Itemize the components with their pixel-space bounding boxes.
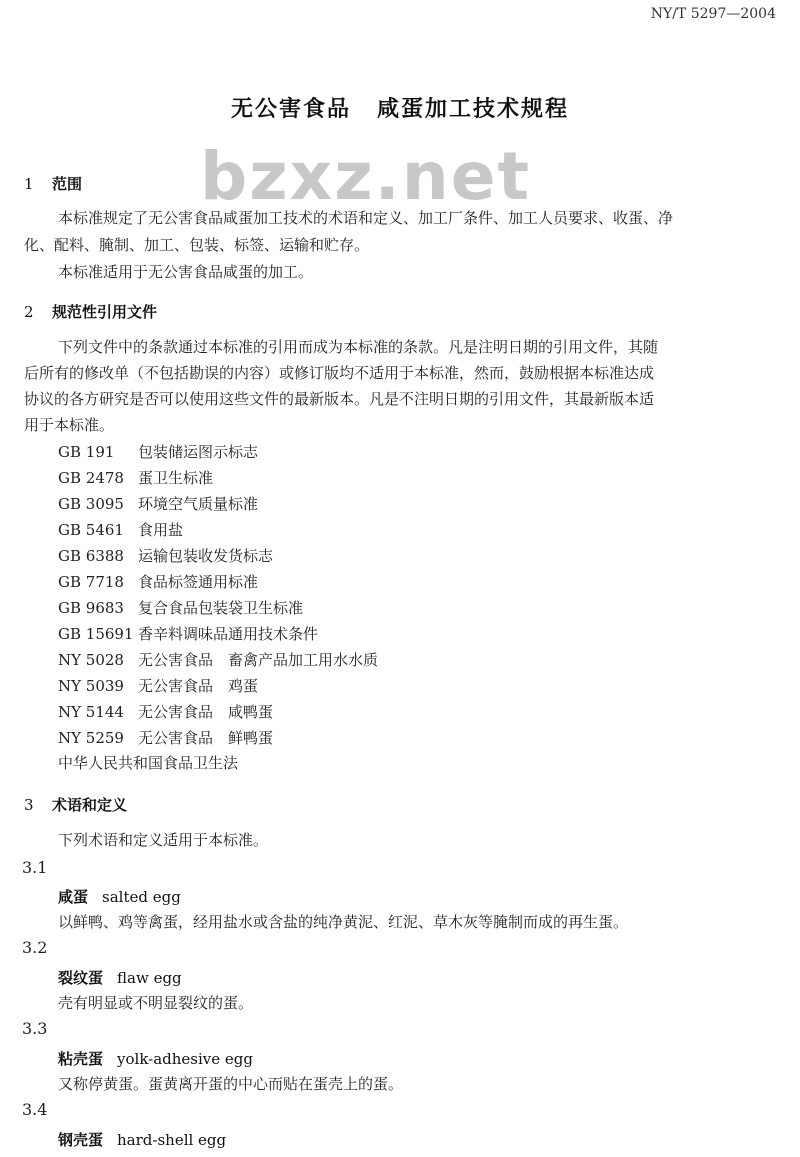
section-2-title: 规范性引用文件: [52, 303, 158, 321]
reference-title: 无公害食品 畜禽产品加工用水水质: [138, 651, 379, 669]
section-3-heading: [24, 794, 127, 815]
reference-item: [58, 441, 258, 462]
reference-item: [58, 701, 273, 722]
section-1-number: 1: [24, 175, 34, 193]
reference-code: GB 15691: [58, 625, 134, 643]
reference-title: 包装储运图示标志: [138, 443, 259, 461]
reference-title: 复合食品包装袋卫生标准: [138, 599, 304, 617]
food-hygiene-law-reference: 中华人民共和国食品卫生法: [58, 754, 239, 772]
reference-item: [58, 493, 258, 514]
term-number: 3.4: [22, 1100, 48, 1119]
term-chinese: 咸蛋: [58, 888, 89, 906]
title-part-1: 无公害食品: [230, 96, 351, 122]
reference-code: GB 6388: [58, 547, 124, 565]
section-1-heading: [24, 173, 82, 194]
reference-item: [58, 519, 183, 540]
term-definition: 以鲜鸭、鸡等禽蛋，经用盐水或含盐的纯净黄泥、红泥、草木灰等腌制而成的再生蛋。: [58, 913, 629, 931]
reference-code: GB 7718: [58, 573, 124, 591]
term-english: yolk-adhesive egg: [117, 1050, 253, 1068]
section-2-para-line: 用于本标准。: [24, 416, 115, 434]
term-heading: [58, 886, 181, 907]
term-english: flaw egg: [117, 969, 182, 987]
term-english: salted egg: [102, 888, 181, 906]
reference-code: GB 3095: [58, 495, 124, 513]
reference-title: 食用盐: [138, 521, 184, 539]
section-3-intro: 下列术语和定义适用于本标准。: [58, 831, 269, 849]
document-title: [0, 92, 800, 123]
reference-item: [58, 467, 213, 488]
reference-item: [58, 675, 258, 696]
reference-item: [58, 649, 378, 670]
reference-code: NY 5144: [58, 703, 124, 721]
reference-item: [58, 571, 258, 592]
reference-code: GB 2478: [58, 469, 124, 487]
term-chinese: 裂纹蛋: [58, 969, 104, 987]
section-2-para-line: 协议的各方研究是否可以使用这些文件的最新版本。凡是不注明日期的引用文件，其最新版本适: [24, 390, 655, 408]
reference-code: GB 191: [58, 443, 115, 461]
section-2-para-line: 下列文件中的条款通过本标准的引用而成为本标准的条款。凡是注明日期的引用文件，其随: [58, 338, 659, 356]
section-2-number: 2: [24, 303, 34, 321]
reference-item: [58, 727, 273, 748]
reference-code: NY 5039: [58, 677, 124, 695]
reference-title: 蛋卫生标准: [138, 469, 214, 487]
reference-title: 无公害食品 鸡蛋: [138, 677, 259, 695]
section-3-title: 术语和定义: [52, 796, 128, 814]
reference-item: [58, 597, 303, 618]
reference-code: NY 5028: [58, 651, 124, 669]
term-number: 3.2: [22, 938, 48, 957]
title-part-2: 咸蛋加工技术规程: [377, 96, 570, 122]
term-heading: [58, 1129, 226, 1150]
section-3-number: 3: [24, 796, 34, 814]
reference-code: NY 5259: [58, 729, 124, 747]
section-1-title: 范围: [52, 175, 83, 193]
term-number: 3.1: [22, 858, 48, 877]
reference-item: [58, 623, 318, 644]
term-english: hard-shell egg: [117, 1131, 227, 1149]
watermark-text: bzxz.net: [200, 138, 532, 215]
section-1-scope-sentence: 本标准适用于无公害食品咸蛋的加工。: [58, 263, 314, 281]
standard-code: NY/T 5297—2004: [650, 6, 776, 22]
reference-item: [58, 545, 273, 566]
reference-title: 无公害食品 鲜鸭蛋: [138, 729, 274, 747]
section-1-para-line: 本标准规定了无公害食品咸蛋加工技术的术语和定义、加工厂条件、加工人员要求、收蛋、净: [58, 209, 674, 227]
reference-title: 环境空气质量标准: [138, 495, 259, 513]
reference-title: 无公害食品 咸鸭蛋: [138, 703, 274, 721]
term-number: 3.3: [22, 1019, 48, 1038]
reference-title: 食品标签通用标准: [138, 573, 259, 591]
term-definition: 又称停黄蛋。蛋黄离开蛋的中心而贴在蛋壳上的蛋。: [58, 1075, 404, 1093]
term-chinese: 粘壳蛋: [58, 1050, 104, 1068]
term-chinese: 钢壳蛋: [58, 1131, 104, 1149]
reference-title: 运输包装收发货标志: [138, 547, 274, 565]
section-2-heading: [24, 301, 157, 322]
reference-title: 香辛料调味品通用技术条件: [138, 625, 319, 643]
reference-code: GB 9683: [58, 599, 124, 617]
term-definition: 壳有明显或不明显裂纹的蛋。: [58, 994, 254, 1012]
term-heading: [58, 1048, 253, 1069]
reference-code: GB 5461: [58, 521, 124, 539]
section-2-para-line: 后所有的修改单（不包括勘误的内容）或修订版均不适用于本标准，然而，鼓励根据本标准达成: [24, 364, 655, 382]
term-heading: [58, 967, 182, 988]
section-1-para-line: 化、配料、腌制、加工、包装、标签、运输和贮存。: [24, 236, 370, 254]
